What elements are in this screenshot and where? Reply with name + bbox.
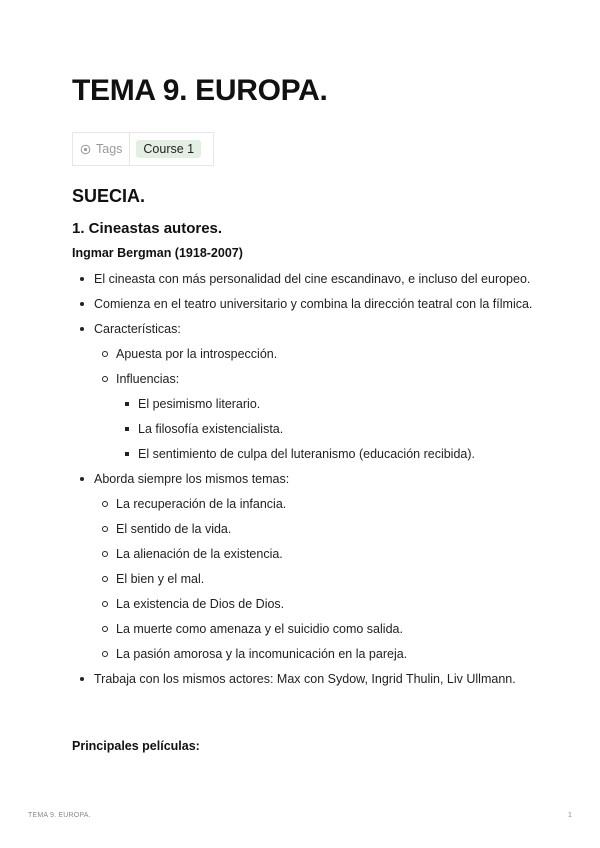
tag-chip[interactable]: Course 1 bbox=[136, 140, 201, 158]
list-item: Comienza en el teatro universitario y combina la dirección teatral con la fílmica. bbox=[72, 295, 542, 313]
list-item: Apuesta por la introspección. bbox=[94, 345, 542, 363]
list-item: La alienación de la existencia. bbox=[94, 545, 542, 563]
tags-circle-icon bbox=[80, 144, 91, 155]
list-item: Características: Apuesta por la introspección. Influencias: El pesimismo literario. La filosofía existencialista. El sentimiento de culpa del luteranismo (educación recibida). bbox=[72, 320, 542, 463]
property-name-tags bbox=[73, 133, 130, 165]
list-item: La pasión amorosa y la incomunicación en la pareja. bbox=[94, 645, 542, 663]
nested-list bbox=[94, 495, 542, 663]
nested-list bbox=[116, 395, 542, 463]
nested-list bbox=[94, 345, 542, 463]
page-title: TEMA 9. EUROPA. bbox=[72, 74, 328, 107]
list-item: Trabaja con los mismos actores: Max con Sydow, Ingrid Thulin, Liv Ullmann. bbox=[72, 670, 542, 688]
list-item: Aborda siempre los mismos temas: La recuperación de la infancia. El sentido de la vida. La alienación de la existencia. El bien y el mal. La existencia de Dios de Dios. La muerte como amenaza y el suicidio como salida. La pasión amorosa y la incomunicación en la pareja. bbox=[72, 470, 542, 663]
list-item: La existencia de Dios de Dios. bbox=[94, 595, 542, 613]
list-item: La recuperación de la infancia. bbox=[94, 495, 542, 513]
list-item: El sentimiento de culpa del luteranismo (educación recibida). bbox=[116, 445, 542, 463]
footer-page-number: 1 bbox=[568, 812, 573, 819]
list-item: El cineasta con más personalidad del cine escandinavo, e incluso del europeo. bbox=[72, 270, 542, 288]
films-heading: Principales películas: bbox=[72, 739, 200, 753]
list-item: La muerte como amenaza y el suicidio como salida. bbox=[94, 620, 542, 638]
property-label: Tags bbox=[96, 142, 123, 156]
list-item: Influencias: El pesimismo literario. La filosofía existencialista. El sentimiento de culpa del luteranismo (educación recibida). bbox=[94, 370, 542, 463]
list-item: El sentido de la vida. bbox=[94, 520, 542, 538]
list-item: El bien y el mal. bbox=[94, 570, 542, 588]
list-item: La filosofía existencialista. bbox=[116, 420, 542, 438]
list-item: El pesimismo literario. bbox=[116, 395, 542, 413]
property-value-cell bbox=[130, 133, 213, 165]
director-heading: Ingmar Bergman (1918-2007) bbox=[72, 246, 243, 260]
subsection-heading: 1. Cineastas autores. bbox=[72, 220, 223, 237]
bullet-list bbox=[72, 270, 542, 695]
properties-table bbox=[72, 132, 214, 166]
footer-title: TEMA 9. EUROPA. bbox=[28, 812, 91, 819]
section-heading: SUECIA. bbox=[72, 186, 146, 206]
